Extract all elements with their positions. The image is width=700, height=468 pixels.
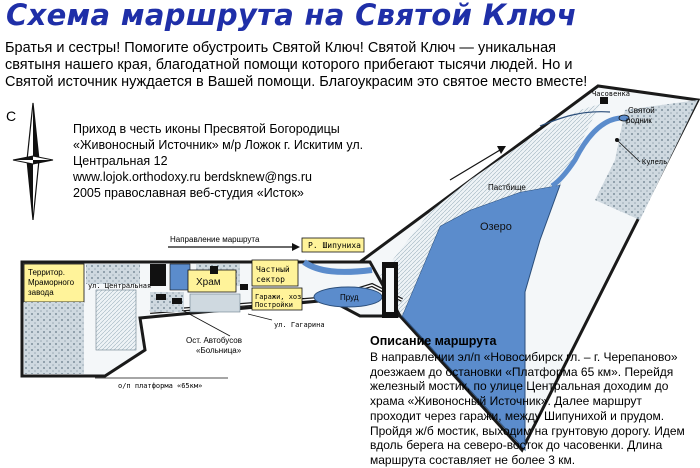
label-pasture: Пастбище xyxy=(488,183,526,192)
kupel-marker-icon xyxy=(615,138,619,142)
info-line-5: 2005 православная веб-студия «Исток» xyxy=(73,186,304,200)
label-pond: Пруд xyxy=(340,293,359,302)
info-line-2: «Живоносный Источник» м/р Ложок г. Искитим ул. xyxy=(73,138,364,152)
info-line-1: Приход в честь иконы Пресвятой Богородицы xyxy=(73,122,340,136)
label-church: Храм xyxy=(196,277,221,288)
label-garages-2: Постройки xyxy=(255,301,293,309)
label-shipunikha: Р. Шипуниха xyxy=(308,241,361,250)
label-private-2: сектор xyxy=(256,275,285,284)
label-spring-2: родник xyxy=(626,116,652,125)
label-territory-2: Мраморного xyxy=(28,278,75,287)
info-line-3: Центральная 12 xyxy=(73,154,168,168)
compass-north-label: С xyxy=(6,108,17,124)
info-line-4[interactable]: www.lojok.orthodoxy.ru berdsknew@ngs.ru xyxy=(73,170,312,184)
description-text: В направлении эл/п «Новосибирск гл. – г. Черепаново» доезжаем до остановки «Платформа 65 км». Перейдя железный мостик, по улице Центральная доходим до храма «Живоносный Источник». Далее маршрут проходит через гаражи, между Шипунихой и прудом. Пройдя ж/б мостик, выходим на грунтовую дорогу. Идем вдоль берега на северо-восток до часовенки. Длина маршрута составляет не более 3 км. xyxy=(370,350,685,467)
label-chapel: Часовенка xyxy=(592,90,630,98)
appeal-text: Братья и сестры! Помогите обустроить Святой Ключ! Святой Ключ — уникальная святыня нашего края, благодатной помощи которого прибегают тысячи людей. Но и Святой источник нуждается в Вашей помощи. Благоукрасим это святое место вместе! xyxy=(5,40,588,90)
description-title: Описание маршрута xyxy=(370,334,497,348)
label-central-street: ул. Центральная xyxy=(88,282,152,290)
label-direction: Направление маршрута xyxy=(170,235,260,244)
label-kupel: Купель xyxy=(642,158,668,166)
label-lake: Озеро xyxy=(480,221,512,233)
label-gagarina: ул. Гагарина xyxy=(274,321,325,329)
compass-icon xyxy=(6,103,53,220)
label-territory-1: Территор. xyxy=(28,268,65,277)
label-garages-1: Гаражи, хоз. xyxy=(255,293,306,301)
label-bus-2: «Больница» xyxy=(196,346,242,355)
label-territory-3: завода xyxy=(28,288,54,297)
label-bus-1: Ост. Автобусов xyxy=(186,336,242,345)
chapel-icon xyxy=(600,97,608,104)
page-title: Схема маршрута на Святой Ключ xyxy=(6,0,577,32)
label-private-1: Частный xyxy=(256,265,290,274)
label-platform: о/п платформа «65км» xyxy=(118,382,203,390)
label-spring-1: Святой xyxy=(628,106,655,115)
